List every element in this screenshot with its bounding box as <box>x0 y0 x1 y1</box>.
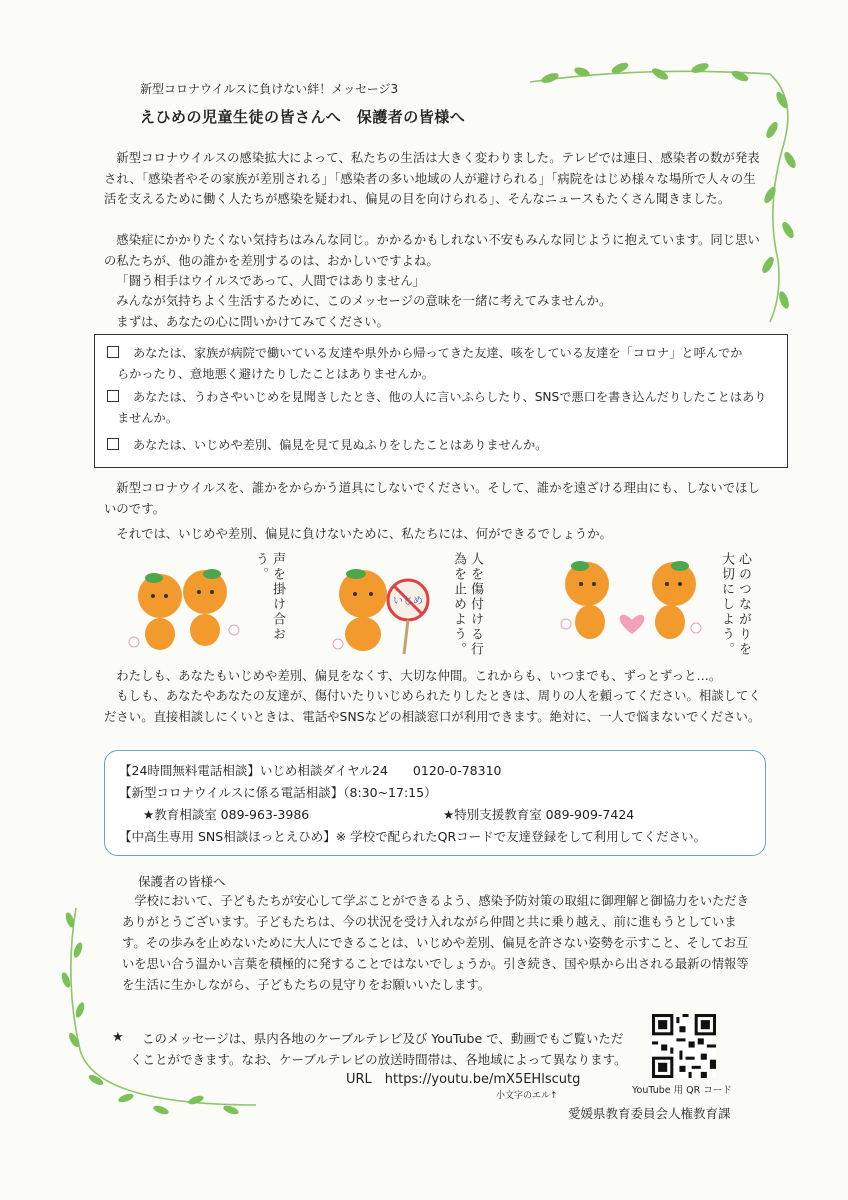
checklist-item-text: あなたは、家族が病院で働いている友達や県外から帰ってきた友達、咳をしている友達を「コロナ」と呼んでか <box>133 346 743 360</box>
issuer: 愛媛県教育委員会人権教育課 <box>568 1106 731 1121</box>
caption-call-out: 声を掛け合おう。 <box>253 552 285 642</box>
mascot-heart-illustration <box>552 552 712 652</box>
hotline-24h: 【24時間無料電話相談】いじめ相談ダイヤル24 0120-0-78310 <box>119 763 502 778</box>
intro-paragraph-4: まずは、あなたの心に問いかけてみてください。 <box>116 315 390 329</box>
checklist-item-text: あなたは、いじめや差別、偏見を見て見ぬふりをしたことはありませんか。 <box>133 438 548 452</box>
youtube-note: このメッセージは、県内各地のケーブルテレビ及び YouTube で、動画でもご覧いただくことができます。なお、ケーブルテレビの放送時間帯は、各地域によって異なります。 <box>130 1031 627 1067</box>
education-consult-phone: ★教育相談室 089-963-3986 <box>143 807 310 822</box>
mascot-stop-illustration <box>318 556 438 656</box>
closing-paragraph-2: もしも、あなたやあなたの友達が、傷付いたりいじめられたりしたときは、周りの人を頼ってください。相談してください。直接相談しにくいときは、電話やSNSなどの相談窓口が利用できます。絶対に、一人で悩まないでください。 <box>104 689 761 724</box>
checklist-item-text-cont: らかったり、意地悪く避けたりしたことはありませんか。 <box>117 367 434 381</box>
mascot-pair-illustration-1 <box>120 556 250 656</box>
url-note: 小文字のエル↑ <box>496 1091 558 1101</box>
checklist-item-text-cont: ませんか。 <box>117 411 178 425</box>
youtube-qr-code[interactable] <box>652 1014 716 1078</box>
intro-paragraph-2: 感染症にかかりたくない気持ちはみんな同じ。かかるかもしれない不安もみんな同じように抱えています。同じ思いの私たちが、他の誰かを差別するのは、おかしいですよね。 <box>104 233 760 268</box>
self-check-box <box>94 334 788 468</box>
intro-quote: 「闘う相手はウイルスであって、人間ではありません」 <box>116 274 426 288</box>
covid-phone-consultation: 【新型コロナウイルスに係る電話相談】（8:30~17:15） <box>119 785 437 800</box>
guardians-message: 学校において、子どもたちが安心して学ぶことができるよう、感染予防対策の取組に御理解と御協力をいただきありがとうございます。子どもたちは、今の状況を受け入れながら仲間と共に乗り越え、前に進もうとしています。その歩みを止めないために大人にできることは、いじめや差別、偏見を許さない姿勢を示すこと、そしてお互いを思い合う温かい言葉を積極的に発することではないでしょうか。引き続き、国や県から出される最新の情報等を生活に生かしながら、子どもたちの見守りをお願いいたします。 <box>122 894 749 992</box>
intro-paragraph-1: 新型コロナウイルスの感染拡大によって、私たちの生活は大きく変わりました。テレビでは連日、感染者の数が発表され、「感染者やその家族が差別される」「感染者の多い地域の人が避けられる」「病院をはじめ様々な場所で人々の生活を支えるために働く人たちが感染を疑われ、偏見の目を向けられる」、そんなニュースもたくさん聞きました。 <box>104 151 760 206</box>
checklist-item <box>107 435 781 456</box>
special-support-phone: ★特別支援教育室 089-909-7424 <box>443 807 635 822</box>
middle-paragraph-2: それでは、いじめや差別、偏見に負けないために、私たちには、何ができるでしょうか。 <box>116 527 613 541</box>
consultation-contacts-box <box>104 750 766 856</box>
checkbox-icon <box>107 390 119 402</box>
youtube-url[interactable]: URL https://youtu.be/mX5EHlscutg <box>346 1072 581 1087</box>
star-icon: ★ <box>112 1030 124 1045</box>
checkbox-icon <box>107 346 119 358</box>
checklist-item <box>107 343 781 385</box>
message-subtitle: 新型コロナウイルスに負けない絆！メッセージ3 <box>140 82 399 96</box>
checklist-item-text: あなたは、うわさやいじめを見聞きしたとき、他の人に言いふらしたり、SNSで悪口を書き込んだりしたことはあり <box>133 390 767 404</box>
caption-connect-hearts: 心のつながりを大切にしよう。 <box>719 552 751 657</box>
caption-stop-hurting: 人を傷付ける行為を止めよう。 <box>451 552 483 657</box>
middle-paragraph-1: 新型コロナウイルスを、誰かをからかう道具にしないでください。そして、誰かを遠ざける理由にも、しないでほしいのです。 <box>104 481 760 516</box>
closing-paragraph-1: わたしも、あなたもいじめや差別、偏見をなくす、大切な仲間。これからも、いつまでも、ずっとずっと…。 <box>116 669 722 683</box>
sns-consultation: 【中高生専用 SNS相談ほっとえひめ】※ 学校で配られたQRコードで友達登録をして利用してください。 <box>119 829 707 844</box>
sign-text: いじめ <box>393 596 423 607</box>
checklist-item <box>107 387 781 429</box>
qr-label: YouTube 用 QR コード <box>632 1085 732 1096</box>
intro-paragraph-3: みんなが気持ちよく生活するために、このメッセージの意味を一緒に考えてみませんか。 <box>116 294 612 308</box>
page-title: えひめの児童生徒の皆さんへ 保護者の皆様へ <box>140 108 466 126</box>
checkbox-icon <box>107 438 119 450</box>
guardians-heading: 保護者の皆様へ <box>138 874 226 889</box>
